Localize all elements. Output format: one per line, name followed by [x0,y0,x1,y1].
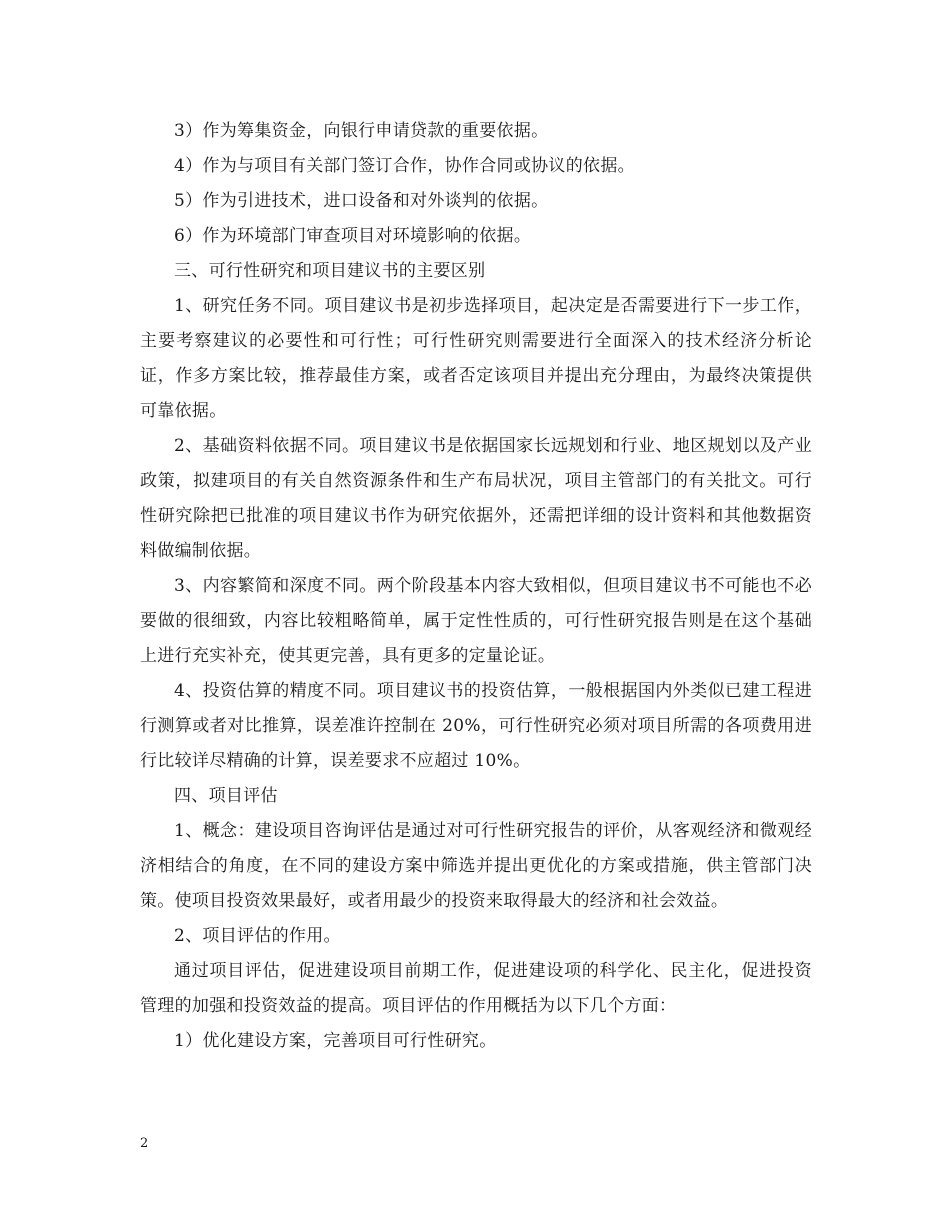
paragraph-research-task: 1、研究任务不同。项目建议书是初步选择项目，起决定是否需要进行下一步工作，主要考察建议的必要性和可行性；可行性研究则需要进行全面深入的技术经济分析论证，作多方案比较，推荐最佳方案，或者否定该项目并提出充分理由，为最终决策提供可靠依据。 [140,296,812,421]
list-item-5: 5）作为引进技术，进口设备和对外谈判的依据。 [174,191,549,211]
paragraph-estimate-precision: 4、投资估算的精度不同。项目建议书的投资估算，一般根据国内外类似已建工程进行测算或者对比推算，误差准许控制在 20%，可行性研究必须对项目所需的各项费用进行比较详尽精确的计算，误差要求不应超过 10%。 [140,681,812,771]
section-heading-3: 三、可行性研究和项目建议书的主要区别 [174,261,486,281]
paragraph-evaluation-role: 2、项目评估的作用。 [174,926,341,946]
list-item-6: 6）作为环境部门审查项目对环境影响的依据。 [174,226,532,246]
page-number: 2 [140,1136,149,1151]
list-item-optimize: 1）优化建设方案，完善项目可行性研究。 [174,1031,497,1051]
paragraph-evaluation-intro: 通过项目评估，促进建设项目前期工作，促进建设项的科学化、民主化，促进投资管理的加强和投资效益的提高。项目评估的作用概括为以下几个方面： [140,961,812,1016]
list-item-4: 4）作为与项目有关部门签订合作，协作合同或协议的依据。 [174,156,635,176]
paragraph-concept: 1、概念：建设项目咨询评估是通过对可行性研究报告的评价，从客观经济和微观经济相结合的角度，在不同的建设方案中筛选并提出更优化的方案或措施，供主管部门决策。使项目投资效果最好，或者用最少的投资来取得最大的经济和社会效益。 [140,821,812,911]
section-heading-4: 四、项目评估 [174,786,278,806]
list-item-3: 3）作为筹集资金，向银行申请贷款的重要依据。 [174,121,549,141]
paragraph-content-depth: 3、内容繁简和深度不同。两个阶段基本内容大致相似，但项目建议书不可能也不必要做的很细致，内容比较粗略简单，属于定性性质的，可行性研究报告则是在这个基础上进行充实补充，使其更完善，具有更多的定量论证。 [140,576,812,666]
body-text [140,114,812,1059]
paragraph-basic-data: 2、基础资料依据不同。项目建议书是依据国家长远规划和行业、地区规划以及产业政策，拟建项目的有关自然资源条件和生产布局状况，项目主管部门的有关批文。可行性研究除把已批准的项目建议书作为研究依据外，还需把详细的设计资料和其他数据资料做编制依据。 [140,436,812,561]
